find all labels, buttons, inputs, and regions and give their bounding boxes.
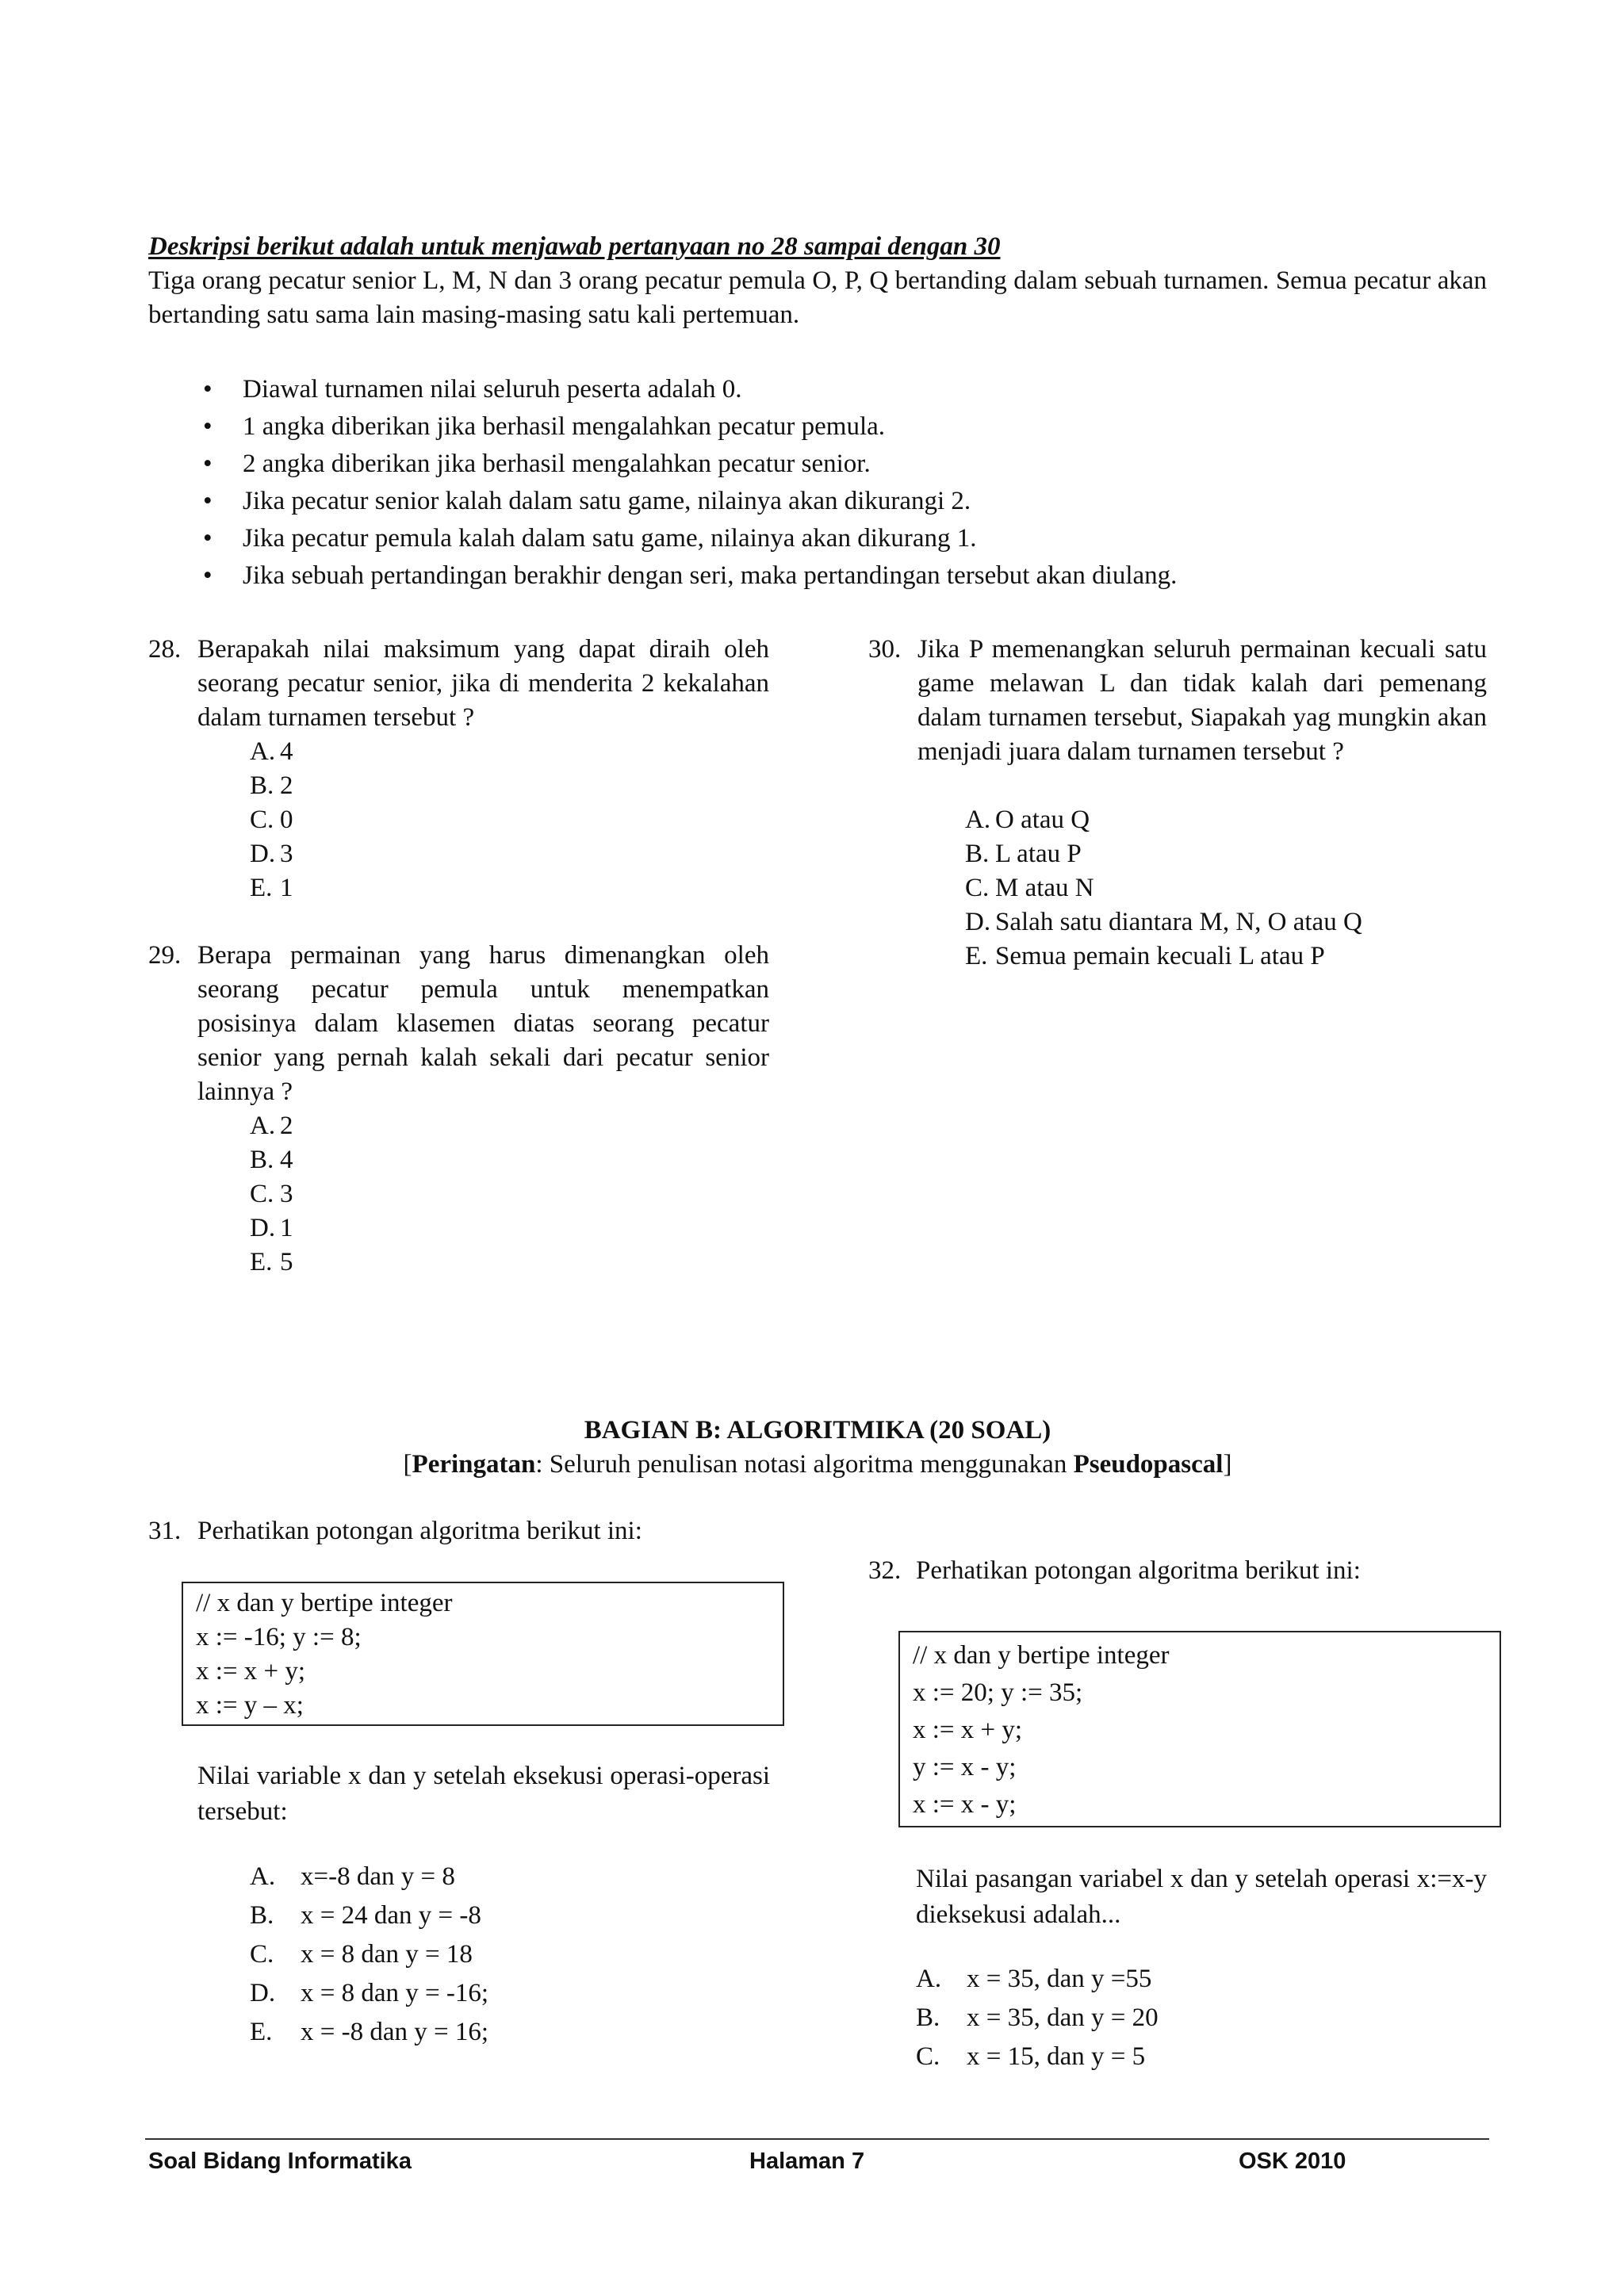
answer-option-e[interactable]: E. 5 [250, 1248, 293, 1276]
section-note: [Peringatan: Seluruh penulisan notasi algoritma menggunakan Pseudopascal] [403, 1449, 1232, 1479]
list-item: • Diawal turnamen nilai seluruh peserta adalah 0. [203, 375, 742, 404]
answer-option-d[interactable]: D. x = 8 dan y = -16; [250, 1979, 489, 2007]
answer-option-d[interactable]: D. 3 [250, 840, 293, 868]
list-item: • Jika pecatur pemula kalah dalam satu game, nilainya akan dikurang 1. [203, 524, 977, 553]
question-28 [148, 633, 769, 905]
rules-list [198, 371, 1483, 595]
question-prompt: Nilai variable x dan y setelah eksekusi operasi-operasi tersebut: [197, 1762, 770, 1826]
answer-option-b[interactable]: B. 4 [250, 1146, 293, 1174]
answer-option-b[interactable]: B. 2 [250, 771, 293, 800]
answer-option-c[interactable]: C. 0 [250, 806, 293, 834]
question-31 [148, 1514, 783, 2085]
code-line: x := x - y; [913, 1790, 1017, 1819]
answer-options [250, 1858, 488, 2052]
code-line: // x dan y bertipe integer [196, 1589, 453, 1617]
footer-right: OSK 2010 [1239, 2149, 1346, 2174]
answer-option-a[interactable]: A. O atau Q [965, 806, 1090, 834]
list-item: • Jika sebuah pertandingan berakhir dengan seri, maka pertandingan tersebut akan diulang. [203, 561, 1178, 590]
answer-option-c[interactable]: C. x = 15, dan y = 5 [916, 2042, 1146, 2071]
question-32 [868, 1554, 1495, 2093]
code-box [182, 1582, 784, 1726]
answer-option-c[interactable]: C. x = 8 dan y = 18 [250, 1940, 473, 1969]
question-stem: Berapa permainan yang harus dimenangkan oleh seorang pecatur pemula untuk menempatkan posisinya dalam klasemen diatas seorang pecatur senior yang pernah kalah sekali dari pecatur senior lainnya ? [197, 941, 769, 1106]
footer-divider [145, 2138, 1489, 2140]
answer-option-b[interactable]: B. L atau P [965, 840, 1082, 868]
code-line: x := 20; y := 35; [913, 1678, 1083, 1707]
answer-options [868, 803, 1487, 974]
question-number: 28. [148, 635, 182, 664]
answer-option-e[interactable]: E. x = -8 dan y = 16; [250, 2018, 489, 2046]
answer-option-c[interactable]: C. M atau N [965, 874, 1094, 902]
answer-option-a[interactable]: A. x = 35, dan y =55 [916, 1965, 1152, 1993]
question-stem: Perhatikan potongan algoritma berikut ini: [916, 1556, 1361, 1585]
answer-option-a[interactable]: A. 2 [250, 1112, 293, 1140]
code-line: // x dan y bertipe integer [913, 1641, 1170, 1670]
question-stem: Jika P memenangkan seluruh permainan kecuali satu game melawan L dan tidak kalah dari pemenang dalam turnamen tersebut, Siapakah yag mungkin akan menjadi juara dalam turnamen tersebut ? [917, 635, 1487, 766]
footer-page-number: Halaman 7 [749, 2149, 865, 2174]
code-line: x := -16; y := 8; [196, 1623, 362, 1651]
description-paragraph: Tiga orang pecatur senior L, M, N dan 3 orang pecatur pemula O, P, Q bertanding dalam sebuah turnamen. Semua pecatur akan bertanding satu sama lain masing-masing satu kali pertemuan. [148, 266, 1487, 329]
list-item: • Jika pecatur senior kalah dalam satu game, nilainya akan dikurangi 2. [203, 487, 971, 515]
description-title: Deskripsi berikut adalah untuk menjawab pertanyaan no 28 sampai dengan 30 [148, 232, 1001, 261]
question-number: 32. [868, 1556, 902, 1585]
section-heading: BAGIAN B: ALGORITMIKA (20 SOAL) [584, 1416, 1051, 1445]
answer-option-e[interactable]: E. Semua pemain kecuali L atau P [965, 942, 1325, 970]
code-line: x := y – x; [196, 1691, 304, 1720]
answer-option-d[interactable]: D. Salah satu diantara M, N, O atau Q [965, 908, 1362, 936]
answer-option-a[interactable]: A. x=-8 dan y = 8 [250, 1862, 455, 1891]
answer-options [148, 1109, 769, 1280]
answer-option-d[interactable]: D. 1 [250, 1214, 293, 1242]
question-29 [148, 939, 769, 1280]
answer-option-b[interactable]: B. x = 35, dan y = 20 [916, 2003, 1159, 2032]
list-item: • 1 angka diberikan jika berhasil mengalahkan pecatur pemula. [203, 412, 886, 441]
code-line: y := x - y; [913, 1753, 1017, 1781]
answer-options [916, 1960, 1159, 2076]
code-line: x := x + y; [913, 1716, 1023, 1744]
question-stem: Berapakah nilai maksimum yang dapat diraih oleh seorang pecatur senior, jika di menderita 2 kekalahan dalam turnamen tersebut ? [197, 635, 769, 732]
question-number: 30. [868, 635, 902, 664]
code-box [898, 1631, 1501, 1827]
footer-left: Soal Bidang Informatika [148, 2149, 412, 2174]
question-stem: Perhatikan potongan algoritma berikut ini: [197, 1517, 642, 1545]
answer-option-c[interactable]: C. 3 [250, 1180, 293, 1208]
code-line: x := x + y; [196, 1657, 306, 1686]
list-item: • 2 angka diberikan jika berhasil mengalahkan pecatur senior. [203, 450, 871, 478]
question-prompt: Nilai pasangan variabel x dan y setelah operasi x:=x-y dieksekusi adalah... [916, 1865, 1487, 1929]
answer-options [148, 735, 769, 905]
question-number: 29. [148, 941, 182, 970]
question-number: 31. [148, 1517, 182, 1545]
description-block [148, 230, 1487, 332]
answer-option-a[interactable]: A. 4 [250, 737, 293, 766]
answer-option-b[interactable]: B. x = 24 dan y = -8 [250, 1901, 481, 1930]
answer-option-e[interactable]: E. 1 [250, 874, 293, 902]
section-b-header [148, 1414, 1487, 1482]
question-30 [868, 633, 1487, 974]
